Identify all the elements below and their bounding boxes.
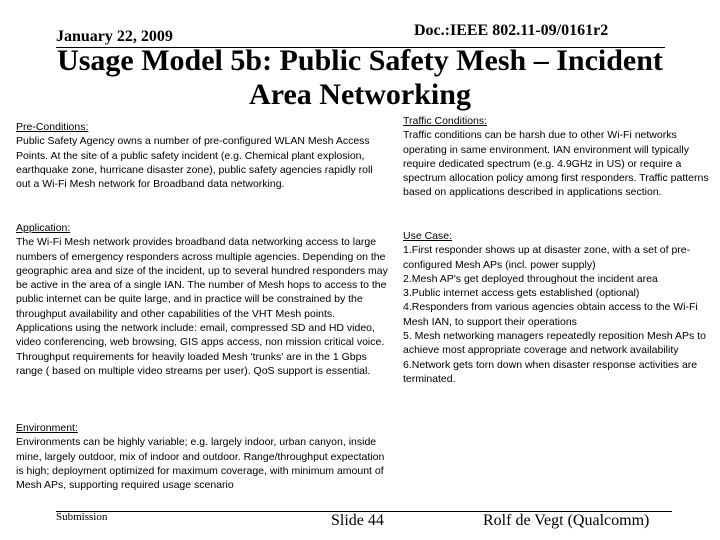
use-case-item: 2.Mesh AP's get deployed throughout the incident area xyxy=(403,272,658,285)
use-case-item: 3.Public internet access gets established (optional) xyxy=(403,287,640,300)
use-case-heading: Use Case: xyxy=(403,230,453,242)
preconditions-text: Public Safety Agency owns a number of pre-configured WLAN Mesh Access Points. At the site of a public safety incident (e.g. Chemical plant explosion, earthquake zone, hurricane disaster zone), public safety agencies rapidly roll out a Wi-Fi Mesh network for Broadband data networking. xyxy=(16,135,373,191)
use-case-section xyxy=(403,229,717,386)
application-section xyxy=(16,221,390,378)
environment-section xyxy=(16,421,388,492)
environment-heading: Environment: xyxy=(16,422,78,434)
use-case-item: 4.Responders from various agencies obtain access to the Wi-Fi Mesh IAN, to support their operations xyxy=(403,301,698,328)
application-text: The Wi-Fi Mesh network provides broadband data networking access to large numbers of emergency responders across multiple agencies. Depending on the geographic area and size of the incident, up to several hundred responders may be active in the area of a single IAN. The number of Mesh hops to access to the public internet can be quite large, and in practice will be constrained by the throughput availability and other capabilities of the VHT Mesh points. Applications using the network include: email, compressed SD and HD video, video conferencing, web browsing, GIS apps access, non mission critical voice. Throughput requirements for heavily loaded Mesh 'trunks' are in the 1 Gbps range ( based on multiple video streams per user). QoS support is essential. xyxy=(16,236,388,377)
footer-author: Rolf de Vegt (Qualcomm) xyxy=(483,512,650,529)
footer-slide-number: Slide 44 xyxy=(331,512,384,529)
use-case-item: 5. Mesh networking managers repeatedly reposition Mesh APs to achieve most appropriate coverage and network availability xyxy=(403,330,706,357)
header-date: January 22, 2009 xyxy=(56,28,173,45)
slide-title: Usage Model 5b: Public Safety Mesh – Incident Area Networking xyxy=(57,44,663,111)
use-case-item: 1.First responder shows up at disaster zone, with a set of pre-configured Mesh APs (incl. power supply) xyxy=(403,244,691,271)
use-case-item: 6.Network gets torn down when disaster response activities are terminated. xyxy=(403,358,698,385)
traffic-text: Traffic conditions can be harsh due to other Wi-Fi networks operating in same environment. IAN environment will typically require dedicated spectrum (e.g. 4.9GHz in US) or require a spectrum allocation policy among first responders. Traffic patterns based on applications described in applications section. xyxy=(403,129,709,199)
application-heading: Application: xyxy=(16,222,71,234)
preconditions-section xyxy=(16,120,388,191)
preconditions-heading: Pre-Conditions: xyxy=(16,121,89,133)
footer-submission: Submission xyxy=(56,511,108,523)
header-doc-id: Doc.:IEEE 802.11-09/0161r2 xyxy=(414,22,609,39)
environment-text: Environments can be highly variable; e.g. largely indoor, urban canyon, inside mine, largely outdoor, mix of indoor and outdoor. Range/throughput expectation is high; deployment optimized for maximum coverage, with minimum amount of Mesh APs, supporting required usage scenario xyxy=(16,436,385,492)
traffic-heading: Traffic Conditions: xyxy=(403,115,488,127)
traffic-section xyxy=(403,114,717,200)
